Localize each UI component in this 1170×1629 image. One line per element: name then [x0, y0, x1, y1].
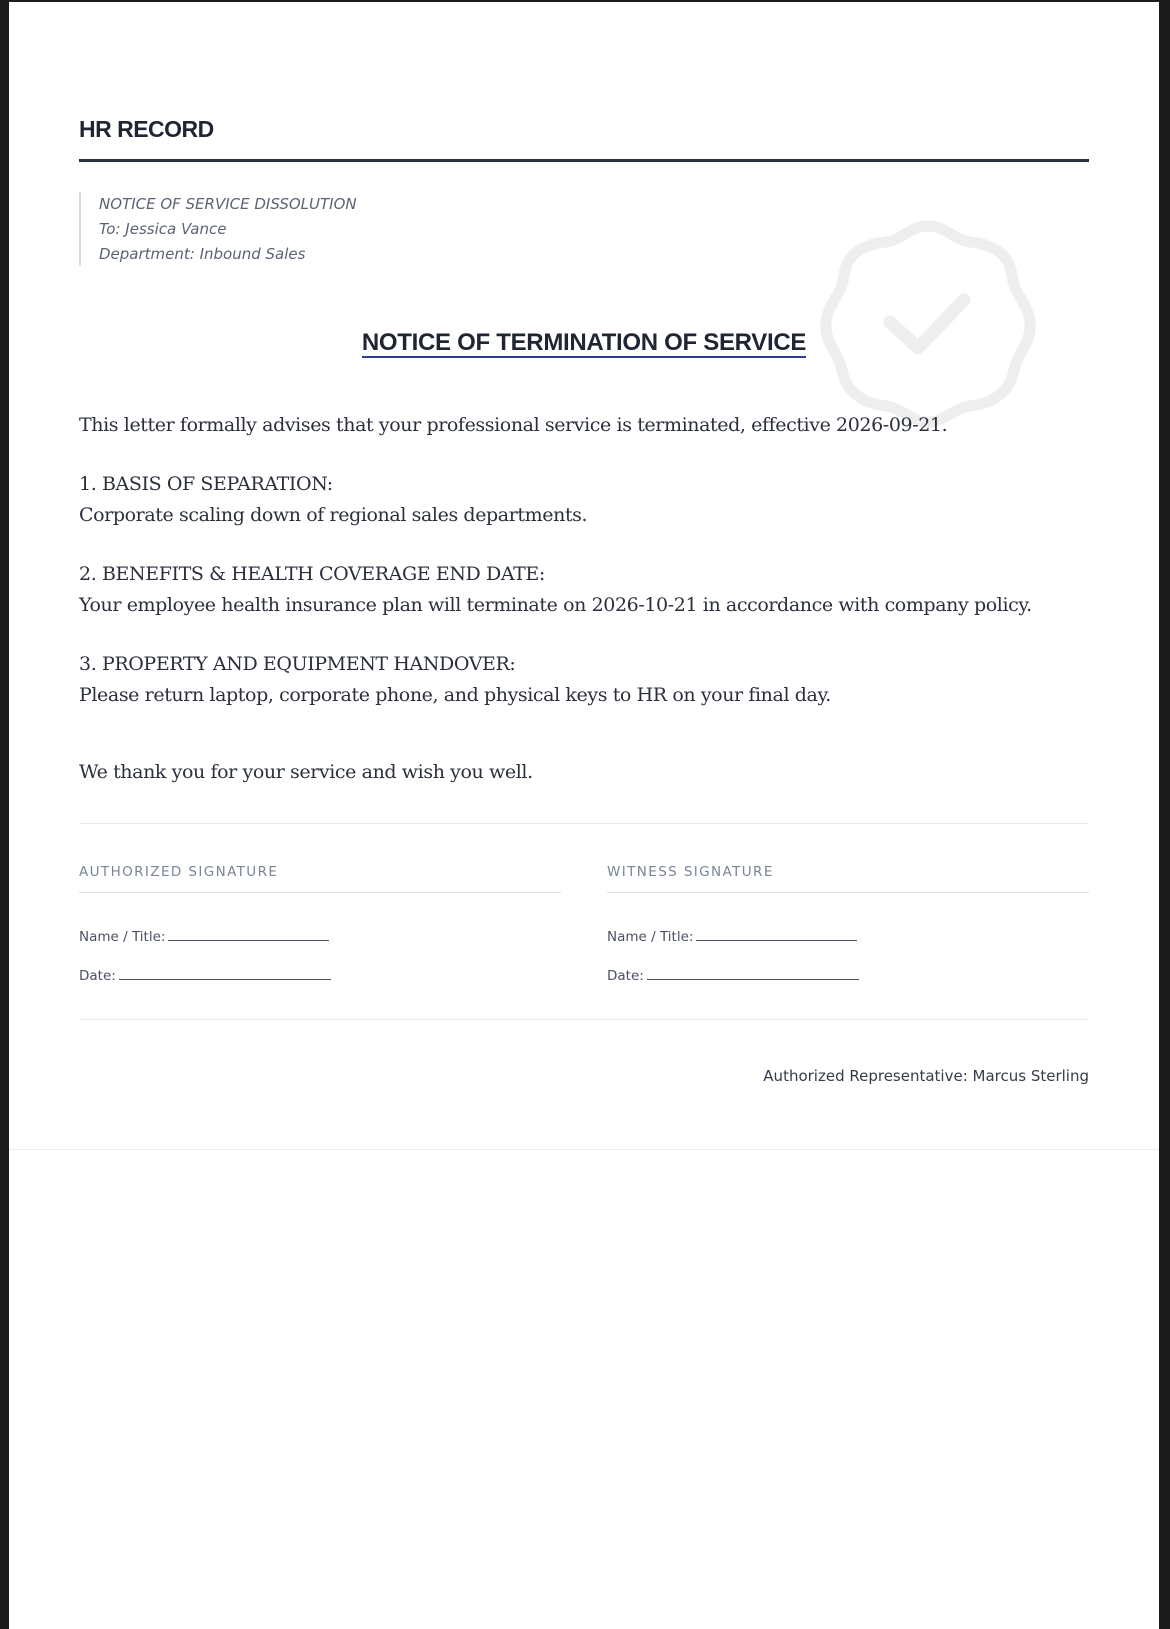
signature-bottom-divider	[79, 1019, 1089, 1020]
witness-signature-block	[607, 864, 1089, 984]
witness-signature-heading: WITNESS SIGNATURE	[607, 864, 1089, 893]
page-break-line	[9, 1149, 1159, 1150]
document-header-label: HR RECORD	[79, 116, 214, 142]
authorized-representative: Authorized Representative: Marcus Sterling	[763, 1067, 1089, 1085]
check-badge-icon	[814, 218, 1042, 428]
witness-date-field[interactable]	[607, 965, 859, 984]
memo-subject: NOTICE OF SERVICE DISSOLUTION	[99, 195, 357, 213]
intro-paragraph: This letter formally advises that your professional service is terminated, effective 2026-09-21.	[79, 414, 948, 436]
signature-top-divider	[79, 823, 1089, 824]
document-page	[9, 2, 1159, 1629]
authorized-signature-heading: AUTHORIZED SIGNATURE	[79, 864, 561, 893]
authorized-signature-block	[79, 864, 561, 984]
section-2-heading: 2. BENEFITS & HEALTH COVERAGE END DATE:	[79, 563, 545, 585]
memo-block	[79, 192, 357, 266]
document-title	[79, 329, 1089, 357]
header-divider	[79, 159, 1089, 162]
authorized-date-label: Date:	[79, 968, 116, 984]
section-3-text: Please return laptop, corporate phone, and physical keys to HR on your final day.	[79, 684, 831, 706]
document-title-text: NOTICE OF TERMINATION OF SERVICE	[361, 329, 807, 356]
witness-name-line[interactable]	[696, 926, 857, 941]
witness-name-label: Name / Title:	[607, 929, 694, 945]
witness-date-label: Date:	[607, 968, 644, 984]
authorized-date-field[interactable]	[79, 965, 331, 984]
section-1-text: Corporate scaling down of regional sales departments.	[79, 504, 588, 526]
witness-name-field[interactable]	[607, 926, 857, 945]
witness-date-line[interactable]	[647, 965, 859, 980]
authorized-name-label: Name / Title:	[79, 929, 166, 945]
authorized-date-line[interactable]	[119, 965, 331, 980]
closing-paragraph: We thank you for your service and wish you well.	[79, 761, 533, 783]
section-1-heading: 1. BASIS OF SEPARATION:	[79, 473, 333, 495]
authorized-name-field[interactable]	[79, 926, 329, 945]
section-2-text: Your employee health insurance plan will terminate on 2026-10-21 in accordance with company policy.	[79, 594, 1032, 616]
memo-department: Department: Inbound Sales	[99, 245, 306, 263]
memo-recipient: To: Jessica Vance	[99, 220, 227, 238]
section-3-heading: 3. PROPERTY AND EQUIPMENT HANDOVER:	[79, 653, 516, 675]
authorized-name-line[interactable]	[168, 926, 329, 941]
